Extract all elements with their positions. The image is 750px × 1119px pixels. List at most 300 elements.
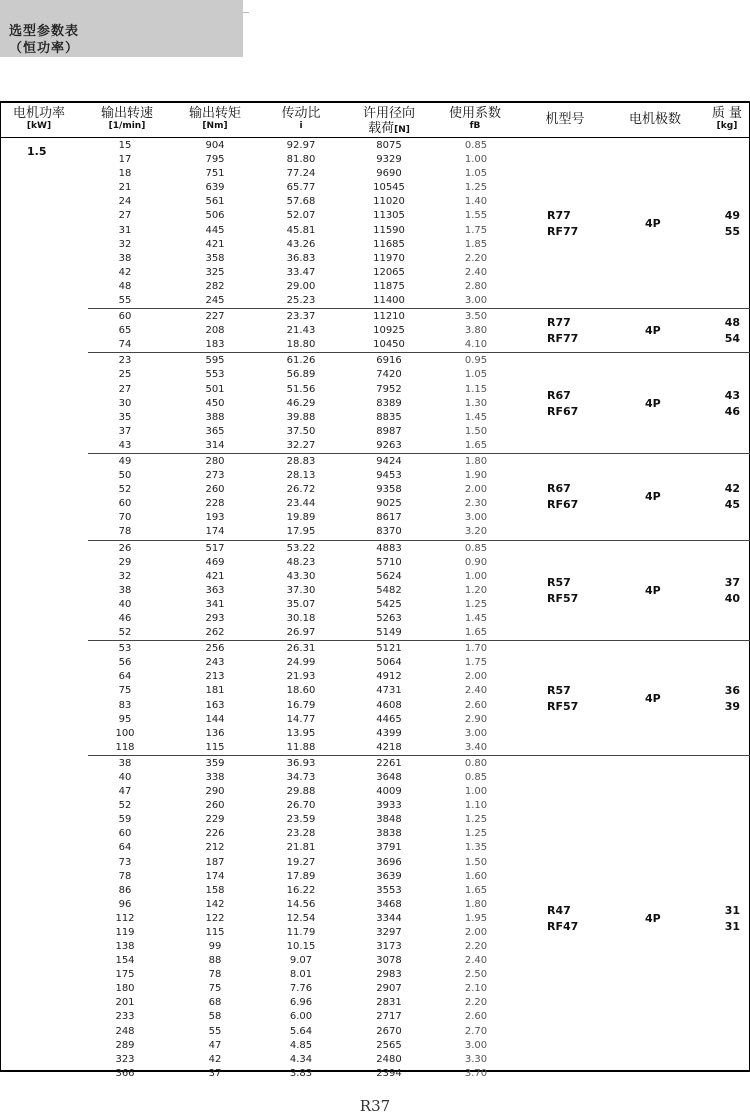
table-cell: 7420 [376,369,402,381]
table-cell: 289 [115,1039,135,1051]
table-cell: 5149 [376,627,402,639]
table-cell: 163 [205,699,225,711]
table-cell: 226 [205,828,225,840]
table-cell: 262 [205,627,225,639]
table-cell: 19.89 [286,512,316,524]
table-cell: 10545 [373,182,405,194]
table-cell: 1.00 [464,786,488,798]
table-cell: 1.65 [464,627,488,639]
table-cell: 8617 [376,512,402,524]
table-cell: 60 [118,311,132,323]
table-cell: 3.00 [464,512,488,524]
table-cell: 3344 [376,912,402,924]
table-cell: 248 [115,1025,135,1037]
table-cell: 56.89 [286,369,316,381]
table-cell: 229 [205,814,225,826]
model-name: R77 [547,208,571,222]
motor-poles-cell: 4P [645,490,661,504]
table-cell: 75 [118,685,132,697]
weight-value: 46 [724,404,740,418]
table-cell: 4883 [376,542,402,554]
table-cell: 314 [205,439,225,451]
table-cell: 43.26 [286,238,316,250]
table-cell: 0.85 [464,542,488,554]
table-cell: 3648 [376,771,402,783]
table-cell: 227 [205,311,225,323]
table-cell: 6.96 [289,997,313,1009]
table-cell: 0.85 [464,771,488,783]
table-cell: 2907 [376,983,402,995]
table-cell: 3553 [376,884,402,896]
table-cell: 25.23 [286,294,316,306]
table-cell: 260 [205,484,225,496]
table-cell: 4912 [376,671,402,683]
table-cell: 36.93 [286,757,316,769]
weight-value: 42 [724,482,740,496]
table-cell: 3.83 [289,1067,313,1079]
table-cell: 501 [205,383,225,395]
table-cell: 5425 [376,598,402,610]
header-model: 机型号 [545,112,585,127]
table-cell: 1.45 [464,612,488,624]
table-cell: 9.07 [289,955,313,967]
weight-value: 37 [724,575,740,589]
table-cell: 24 [118,196,132,208]
table-cell: 25 [118,369,132,381]
table-cell: 212 [205,842,225,854]
weight-value: 48 [724,316,740,330]
table-cell: 52 [118,627,132,639]
table-cell: 1.40 [464,196,488,208]
table-cell: 118 [115,741,135,753]
table-cell: 1.65 [464,884,488,896]
table-cell: 174 [205,526,225,538]
table-cell: 8075 [376,140,402,151]
table-cell: 180 [115,983,135,995]
table-cell: 142 [205,898,225,910]
model-name: RF47 [547,919,579,933]
table-cell: 27 [118,210,132,222]
model-name: RF77 [547,332,579,346]
table-cell: 639 [205,182,225,194]
table-cell: 1.65 [464,439,488,451]
table-cell: 795 [205,154,225,166]
table-cell: 115 [205,926,225,938]
motor-poles-cell: 4P [645,583,661,597]
table-cell: 65 [118,325,132,337]
header-ratio-label: 传动比 [281,106,321,121]
table-cell: 136 [205,727,225,739]
weight-value: 39 [724,699,740,713]
model-name: RF67 [547,404,579,418]
table-cell: 260 [205,800,225,812]
table-cell: 1.80 [464,898,488,910]
group-divider [88,640,750,641]
table-cell: 10.15 [286,941,316,953]
table-cell: 40 [118,771,132,783]
table-cell: 2.40 [464,685,488,697]
table-cell: 7.76 [289,983,313,995]
table-cell: 1.70 [464,643,488,655]
table-cell: 86 [118,884,132,896]
table-cell: 5064 [376,657,402,669]
header-power-unit: [kW] [26,121,52,131]
table-cell: 158 [205,884,225,896]
table-cell: 4.10 [464,339,488,351]
table-cell: 11020 [373,196,405,208]
table-cell: 38 [118,757,132,769]
table-cell: 4218 [376,741,402,753]
weight-value: 31 [724,919,740,933]
table-cell: 95 [118,713,132,725]
table-cell: 64 [118,842,132,854]
table-cell: 26.97 [286,627,316,639]
weight-cell [722,683,740,715]
table-cell: 26.31 [286,643,316,655]
table-cell: 11.88 [286,741,316,753]
table-cell: 2983 [376,969,402,981]
section-subtitle: （恒功率） [9,41,80,56]
table-cell: 5121 [376,643,402,655]
weight-value: 31 [724,903,740,917]
table-cell: 96 [118,898,132,910]
table-cell: 3.70 [464,1067,488,1079]
table-cell: 38 [118,252,132,264]
table-cell: 23.59 [286,814,316,826]
table-cell: 2.60 [464,1011,488,1023]
table-cell: 187 [205,856,225,868]
table-cell: 3.50 [464,311,488,323]
table-cell: 30.18 [286,612,316,624]
table-cell: 469 [205,556,225,568]
table-cell: 26.72 [286,484,316,496]
table-cell: 506 [205,210,225,222]
model-name: RF57 [547,699,579,713]
table-cell: 73 [118,856,132,868]
table-cell: 2.10 [464,983,488,995]
table-cell: 2480 [376,1053,402,1065]
table-cell: 29.88 [286,786,316,798]
table-cell: 77.24 [286,168,316,180]
table-cell: 2.00 [464,926,488,938]
group-divider [88,352,750,353]
table-cell: 290 [205,786,225,798]
table-cell: 365 [205,425,225,437]
table-cell: 2.70 [464,1025,488,1037]
table-cell: 421 [205,570,225,582]
table-cell: 1.00 [464,570,488,582]
table-cell: 52 [118,484,132,496]
table-cell: 2565 [376,1039,402,1051]
table-cell: 13.95 [286,727,316,739]
header-load-line1: 许用径向 [362,106,415,121]
table-cell: 49 [118,455,132,467]
table-cell: 16.79 [286,699,316,711]
table-cell: 553 [205,369,225,381]
motor-poles-cell: 4P [645,911,661,925]
table-cell: 12.54 [286,912,316,924]
table-cell: 10925 [373,325,405,337]
table-cell: 23 [118,355,132,367]
model-cell [547,208,578,240]
table-cell: 359 [205,757,225,769]
weight-value: 54 [724,332,740,346]
table-cell: 43 [118,439,132,451]
group-divider [88,453,750,454]
table-cell: 50 [118,470,132,482]
table-cell: 11.79 [286,926,316,938]
motor-poles-cell: 4P [645,324,661,338]
model-cell [547,481,578,513]
table-cell: 12065 [373,266,405,278]
table-cell: 154 [115,955,135,967]
table-cell: 46.29 [286,397,316,409]
header-speed-unit: [1/min] [108,121,146,131]
table-cell: 3.00 [464,294,488,306]
table-cell: 64 [118,671,132,683]
table-cell: 56 [118,657,132,669]
table-cell: 4399 [376,727,402,739]
table-cell: 183 [205,339,225,351]
table-cell: 4465 [376,713,402,725]
weight-cell [722,315,740,347]
table-cell: 5624 [376,570,402,582]
table-cell: 3.00 [464,727,488,739]
table-cell: 2.90 [464,713,488,725]
motor-poles-cell: 4P [645,216,661,230]
table-cell: 3078 [376,955,402,967]
table-cell: 280 [205,455,225,467]
table-cell: 6916 [376,355,402,367]
weight-cell [722,481,740,513]
header-service-unit: fB [469,121,481,131]
table-cell: 2.40 [464,955,488,967]
table-cell: 17.89 [286,870,316,882]
table-cell: 3.80 [464,325,488,337]
table-cell: 6.00 [289,1011,313,1023]
table-cell: 1.60 [464,870,488,882]
table-cell: 8389 [376,397,402,409]
table-cell: 48.23 [286,556,316,568]
table-cell: 0.95 [464,355,488,367]
table-cell: 5482 [376,584,402,596]
table-cell: 2.20 [464,997,488,1009]
motor-power-value: 1.5 [27,145,47,158]
table-cell: 3.20 [464,526,488,538]
table-cell: 21 [118,182,132,194]
weight-cell [722,575,740,607]
table-cell: 36.83 [286,252,316,264]
table-cell: 75 [208,983,222,995]
section-title-box [0,0,243,57]
table-cell: 1.25 [464,598,488,610]
table-cell: 256 [205,643,225,655]
table-cell: 8.01 [289,969,313,981]
table-cell: 1.50 [464,856,488,868]
table-cell: 42 [118,266,132,278]
table-cell: 29.00 [286,280,316,292]
table-cell: 92.97 [286,140,316,151]
table-cell: 24.99 [286,657,316,669]
table-cell: 3791 [376,842,402,854]
table-cell: 388 [205,411,225,423]
table-cell: 2670 [376,1025,402,1037]
header-load-line2: 载荷 [368,121,395,136]
table-cell: 15 [118,140,132,151]
table-cell: 23.37 [286,311,316,323]
table-cell: 100 [115,727,135,739]
table-cell: 5263 [376,612,402,624]
table-cell: 8370 [376,526,402,538]
table-cell: 9263 [376,439,402,451]
table-cell: 10450 [373,339,405,351]
group-divider [88,540,750,541]
table-cell: 1.05 [464,168,488,180]
table-cell: 18.80 [286,339,316,351]
table-cell: 45.81 [286,224,316,236]
table-cell: 53 [118,643,132,655]
table-cell: 29 [118,556,132,568]
table-left-border [0,102,1,1071]
table-cell: 17.95 [286,526,316,538]
header-torque-label: 输出转矩 [188,106,241,121]
table-cell: 1.45 [464,411,488,423]
table-cell: 88 [208,955,222,967]
table-cell: 26 [118,542,132,554]
table-cell: 28.83 [286,455,316,467]
header-radial-load [352,106,426,138]
table-cell: 19.27 [286,856,316,868]
table-cell: 1.10 [464,800,488,812]
table-cell: 11305 [373,210,405,222]
table-cell: 8987 [376,425,402,437]
table-cell: 2.20 [464,252,488,264]
table-cell: 52.07 [286,210,316,222]
title-rule [243,12,249,13]
table-cell: 2.20 [464,941,488,953]
table-cell: 119 [115,926,135,938]
header-power-label: 电机功率 [12,106,65,121]
table-cell: 78 [118,526,132,538]
weight-value: 55 [724,224,740,238]
table-cell: 3838 [376,828,402,840]
table-cell: 517 [205,542,225,554]
table-cell: 9424 [376,455,402,467]
group-divider [88,755,750,756]
table-cell: 4009 [376,786,402,798]
table-cell: 46 [118,612,132,624]
table-cell: 3468 [376,898,402,910]
table-cell: 193 [205,512,225,524]
table-cell: 9690 [376,168,402,180]
header-weight [704,106,750,132]
header-service-factor [442,106,508,132]
table-cell: 11970 [373,252,405,264]
table-cell: 363 [205,584,225,596]
table-cell: 51.56 [286,383,316,395]
table-cell: 445 [205,224,225,236]
table-cell: 358 [205,252,225,264]
table-cell: 11875 [373,280,405,292]
table-cell: 38 [118,584,132,596]
table-cell: 35 [118,411,132,423]
table-cell: 26.70 [286,800,316,812]
table-cell: 68 [208,997,222,1009]
table-cell: 1.30 [464,397,488,409]
table-cell: 53.22 [286,542,316,554]
model-name: R77 [547,316,571,330]
table-cell: 144 [205,713,225,725]
table-cell: 42 [208,1053,222,1065]
table-cell: 2717 [376,1011,402,1023]
model-cell [547,575,578,607]
model-name: R67 [547,388,571,402]
header-speed-label: 输出转速 [100,106,153,121]
page-number: R37 [359,1097,391,1115]
table-cell: 43.30 [286,570,316,582]
table-cell: 2.80 [464,280,488,292]
table-cell: 5710 [376,556,402,568]
table-cell: 48 [118,280,132,292]
table-cell: 0.80 [464,757,488,769]
motor-poles-cell: 4P [645,396,661,410]
table-cell: 9025 [376,498,402,510]
table-cell: 2.50 [464,969,488,981]
table-cell: 99 [208,941,222,953]
table-cell: 3.30 [464,1053,488,1065]
table-cell: 3848 [376,814,402,826]
model-cell [547,903,578,935]
table-cell: 40 [118,598,132,610]
table-cell: 60 [118,828,132,840]
weight-value: 45 [724,498,740,512]
table-cell: 11685 [373,238,405,250]
table-cell: 1.85 [464,238,488,250]
table-cell: 4731 [376,685,402,697]
table-cell: 2.00 [464,671,488,683]
table-cell: 366 [115,1067,135,1079]
table-cell: 11210 [373,311,405,323]
table-cell: 78 [208,969,222,981]
table-cell: 3.00 [464,1039,488,1051]
table-cell: 17 [118,154,132,166]
table-cell: 5.64 [289,1025,313,1037]
table-cell: 4.34 [289,1053,313,1065]
table-cell: 181 [205,685,225,697]
header-torque-unit: [Nm] [202,121,228,131]
table-cell: 243 [205,657,225,669]
table-cell: 37.30 [286,584,316,596]
table-cell: 293 [205,612,225,624]
weight-value: 49 [724,208,740,222]
table-cell: 1.25 [464,828,488,840]
table-cell: 78 [118,870,132,882]
table-cell: 81.80 [286,154,316,166]
table-cell: 3173 [376,941,402,953]
table-cell: 83 [118,699,132,711]
table-cell: 4.85 [289,1039,313,1051]
table-top-border [0,101,750,103]
table-cell: 115 [205,741,225,753]
table-cell: 16.22 [286,884,316,896]
table-cell: 59 [118,814,132,826]
table-cell: 60 [118,498,132,510]
table-cell: 213 [205,671,225,683]
table-cell: 2.60 [464,699,488,711]
table-cell: 31 [118,224,132,236]
table-cell: 37 [208,1067,222,1079]
table-cell: 52 [118,800,132,812]
